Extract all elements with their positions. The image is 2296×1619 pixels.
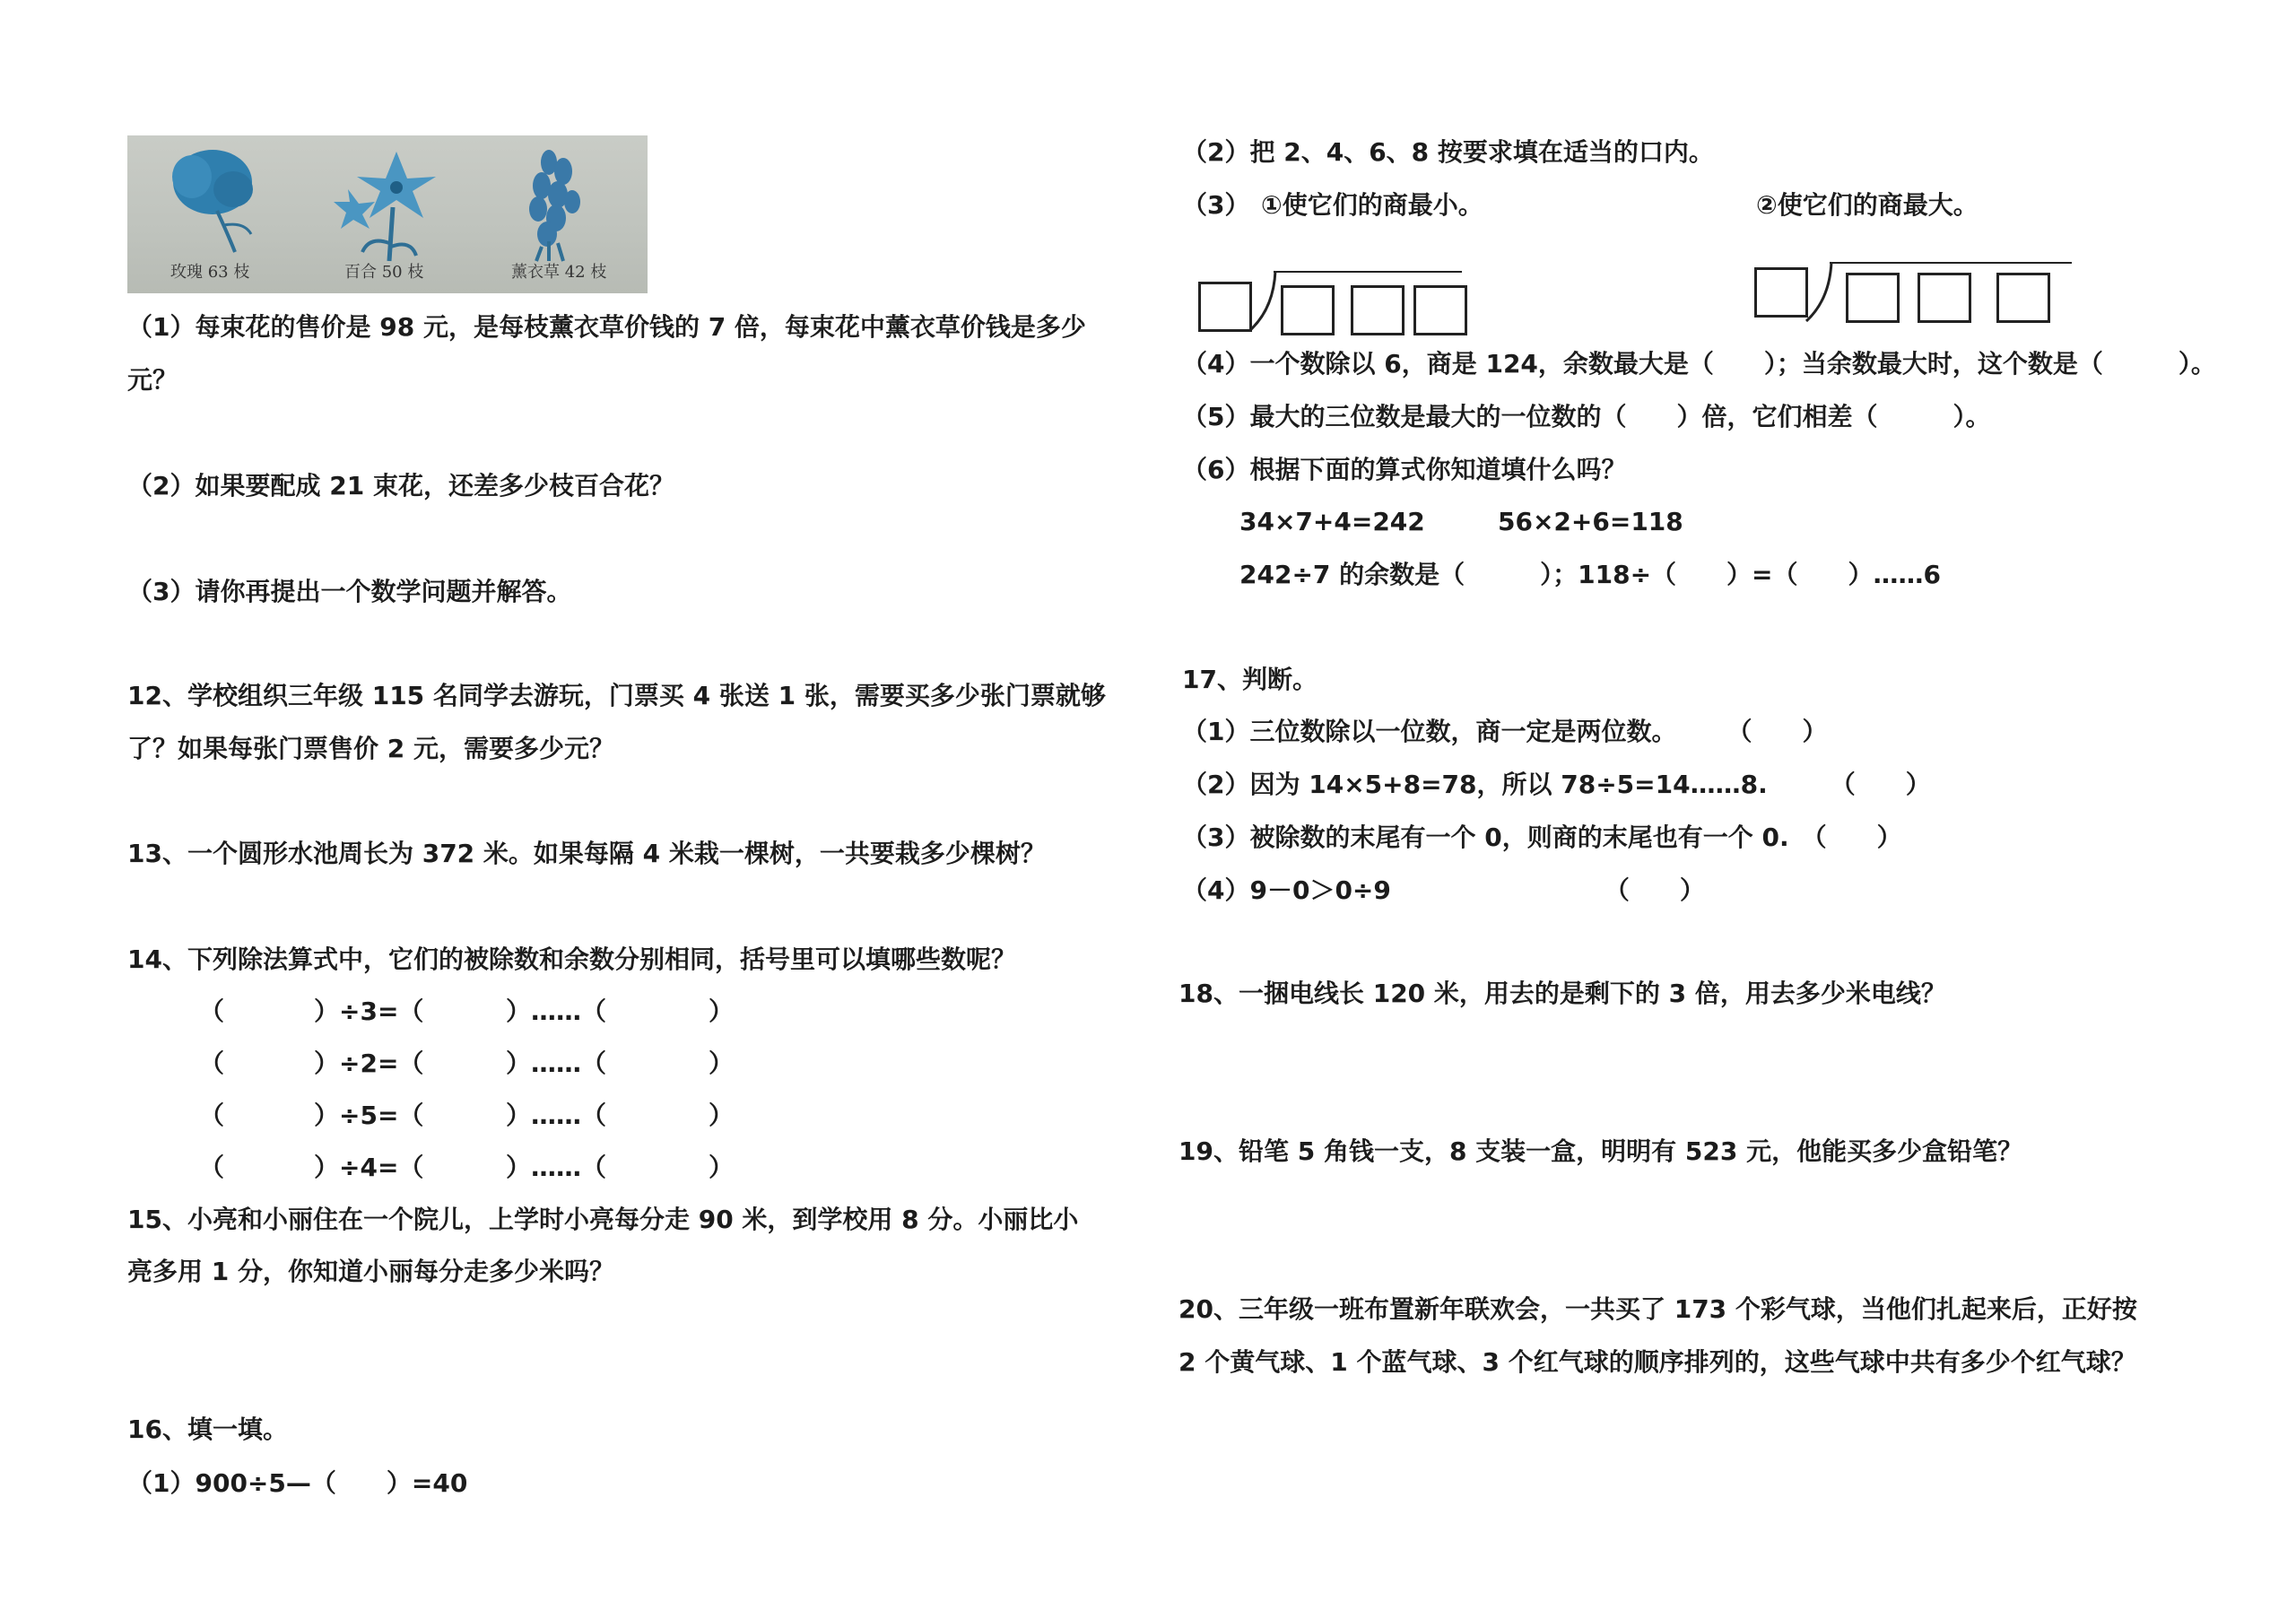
q16-equation-3: 242÷7 的余数是（ ）；118÷（ ）=（ ）……6 — [1239, 560, 1941, 589]
q20-line2: 2 个黄气球、1 个蓝气球、3 个红气球的顺序排列的，这些气球中共有多少个红气球？ — [1178, 1347, 2136, 1377]
digit-box[interactable] — [1413, 285, 1467, 335]
q15-line1: 15、小亮和小丽住在一个院儿，上学时小亮每分走 90 米，到学校用 8 分。小丽比小 — [127, 1205, 1079, 1234]
q16-part3-min: ①使它们的商最小。 — [1261, 190, 1483, 220]
q17-item: （4）9－0＞0÷9 （ ） — [1182, 875, 1705, 905]
q16-stem: 16、填一填。 — [127, 1414, 288, 1444]
q13: 13、一个圆形水池周长为 372 米。如果每隔 4 米栽一棵树，一共要栽多少棵树？ — [127, 839, 1046, 868]
q19: 19、铅笔 5 角钱一支，8 支装一盒，明明有 523 元，他能买多少盒铅笔？ — [1178, 1136, 2023, 1166]
q17-item: （3）被除数的末尾有一个 0，则商的末尾也有一个 0. （ ） — [1182, 823, 1902, 852]
digit-box[interactable] — [1846, 273, 1900, 323]
q16-part4: （4）一个数除以 6，商是 124，余数最大是（ ）；当余数最大时，这个数是（ ）。 — [1182, 349, 2216, 379]
q16-equation-1: 34×7+4=242 — [1239, 507, 1425, 536]
q17-item: （1）三位数除以一位数，商一定是两位数。 （ ） — [1182, 717, 1828, 746]
q16-equation-2: 56×2+6=118 — [1498, 507, 1683, 536]
q11-part1-line2: 元？ — [127, 365, 178, 395]
digit-box[interactable] — [1281, 285, 1335, 335]
q15-line2: 亮多用 1 分，你知道小丽每分走多少米吗？ — [127, 1257, 614, 1286]
q11-part1-line1: （1）每束花的售价是 98 元，是每枝薰衣草价钱的 7 倍，每束花中薰衣草价钱是多少 — [127, 312, 1086, 342]
q17-item: （2）因为 14×5+8=78，所以 78÷5=14……8. （ ） — [1182, 770, 1931, 799]
q16-part3-label: （3） — [1182, 190, 1250, 220]
division-bracket-icon — [1803, 260, 1839, 325]
digit-box[interactable] — [1351, 285, 1405, 335]
digit-box[interactable] — [1198, 282, 1252, 332]
q11-part2: （2）如果要配成 21 束花，还差多少枝百合花？ — [127, 471, 674, 500]
division-bar — [1830, 262, 2072, 264]
flower-picture — [127, 135, 648, 293]
division-bracket-icon — [1247, 269, 1283, 334]
q17-stem: 17、判断。 — [1182, 665, 1318, 694]
q12-line2: 了？如果每张门票售价 2 元，需要多少元？ — [127, 734, 614, 763]
q16-part2: （2）把 2、4、6、8 按要求填在适当的口内。 — [1182, 137, 1714, 167]
caption-rose: 玫瑰 63 枝 — [170, 263, 250, 282]
lavender-icon — [529, 150, 580, 261]
digit-box[interactable] — [1918, 273, 1971, 323]
q16-part1: （1）900÷5—（ ）=40 — [127, 1468, 468, 1498]
lily-icon — [334, 152, 436, 261]
rose-icon — [172, 150, 253, 252]
worksheet-page: 玫瑰 63 枝 百合 50 枝 薰衣草 42 枝 （1）每束花的售价是 98 元，是每枝薰衣草价钱的 7 倍，每束花中薰衣草价钱是多少 元？ （2）如果要配成 21 束花，还差多少枝百合花？ （3）请你再提出一个数学问题并解答。 12、学校组织三年级 115 名同学去游玩，门票买 4 张送 1 张，需要买多少张门票就够 了？如果每张门票售价 2 元，需要多少元？ 13、一个圆形水池周长为 372 米。如果每隔 4 米栽一棵树，一共要栽多少棵树？ 14、下列除法算式中，它们的被除数和余数分别相同，括号里可以填哪些数呢？ （ ）÷3=（ ）……（ ） （ ）÷2=（ ）……（ ） （ ）÷5=（ ）……（ ） （ ）÷4=（ ）……（ ） 15、小亮和小丽住在一个院儿，上学时小亮每分走 90 米，到学校用 8 分。小丽比小 亮多用 1 分，你知道小丽每分走多少米吗？ 16、填一填。 （1）900÷5—（ ）=40 （2）把 2、4、6、8 按要求填在适当的口内。 （3） ①使它们的商最小。 ②使它们的商最大。 （4）一个数除以 6，商是 124，余数最大是（ ）；当余数最大时，这个数是（ ）。 （5）最大的三位数是最大的一位数的（ ）倍，它们相差（ ）。 （6）根据下面的算式你知道填什么吗？ 34×7+4=242 56×2+6=118 242÷7 的余数是（ ）；118÷（ ）=（ ）……6 17、判断。 （1）三位数除以一位数，商一定是两位数。 （ ） （2）因为 14×5+8=78，所以 78÷5=14……8. （ ） （3）被除数的末尾有一个 0，则商的末尾也有一个 0. （ ） （4）9－0＞0÷9 （ ） 18、一捆电线长 120 米，用去的是剩下的 3 倍，用去多少米电线？ 19、铅笔 5 角钱一支，8 支装一盒，明明有 523 元，他能买多少盒铅笔？ 20、三年级一班布置新年联欢会，一共买了 173 个彩气球，当他们扎起来后，正好按 2 个黄气球、1 个蓝气球、3 个红气球的顺序排列的，这些气球中共有多少个红气球？ — [0, 0, 2296, 1619]
q18: 18、一捆电线长 120 米，用去的是剩下的 3 倍，用去多少米电线？ — [1178, 979, 1946, 1008]
q16-part3-max: ②使它们的商最大。 — [1756, 190, 1979, 220]
q11-part3: （3）请你再提出一个数学问题并解答。 — [127, 577, 572, 606]
digit-box[interactable] — [1754, 267, 1808, 318]
division-bar — [1274, 271, 1462, 273]
caption-lily: 百合 50 枝 — [344, 263, 424, 282]
caption-lavender: 薰衣草 42 枝 — [511, 263, 607, 282]
digit-box[interactable] — [1996, 273, 2050, 323]
q20-line1: 20、三年级一班布置新年联欢会，一共买了 173 个彩气球，当他们扎起来后，正好按 — [1178, 1294, 2137, 1324]
q12-line1: 12、学校组织三年级 115 名同学去游玩，门票买 4 张送 1 张，需要买多少张门票就够 — [127, 681, 1106, 710]
q16-part6: （6）根据下面的算式你知道填什么吗？ — [1182, 455, 1627, 484]
q16-part5: （5）最大的三位数是最大的一位数的（ ）倍，它们相差（ ）。 — [1182, 402, 1991, 431]
q14-stem: 14、下列除法算式中，它们的被除数和余数分别相同，括号里可以填哪些数呢？ — [127, 944, 1016, 974]
